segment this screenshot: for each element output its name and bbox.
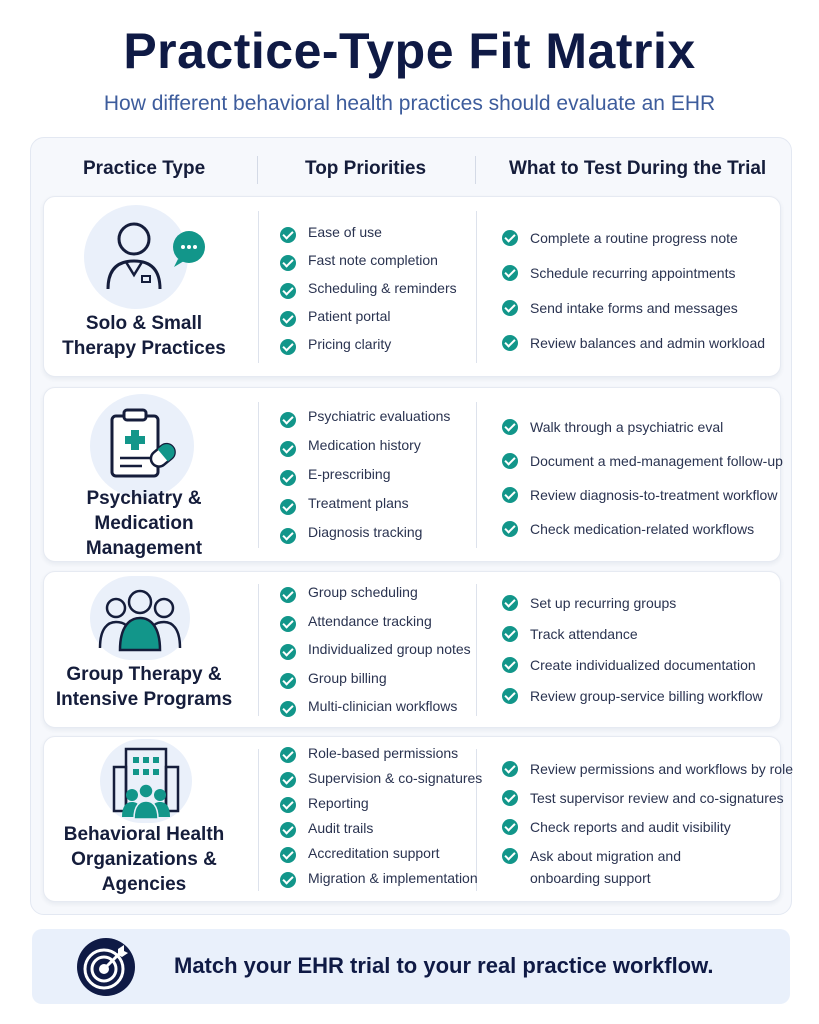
priority-item — [280, 434, 450, 463]
trial-test-text: Complete a routine progress note — [530, 230, 738, 246]
column-divider — [476, 402, 477, 548]
trial-test-text: Document a med-management follow-up — [530, 453, 783, 469]
trial-test-text: Schedule recurring appointments — [530, 265, 736, 281]
check-icon — [280, 499, 296, 515]
practice-type-line: Management — [85, 538, 203, 559]
clipboard-pill-icon — [90, 394, 194, 498]
practice-type-label — [44, 311, 244, 361]
trial-test-item — [502, 845, 793, 889]
trial-test-item — [502, 450, 783, 484]
column-divider — [476, 584, 477, 716]
priority-item — [280, 767, 482, 792]
column-divider — [258, 584, 259, 716]
practice-type-label — [44, 486, 244, 561]
page-subtitle: How different behavioral health practices should evaluate an EHR — [103, 92, 716, 115]
priority-text: Diagnosis tracking — [308, 524, 423, 540]
trial-test-item — [502, 758, 793, 787]
priority-text: Psychiatric evaluations — [308, 408, 451, 424]
check-icon — [280, 227, 296, 243]
priority-text: E-prescribing — [308, 466, 391, 482]
trial-test-text: Review diagnosis-to-treatment workflow — [530, 487, 778, 503]
header-trial: What to Test During the Trial — [509, 158, 767, 179]
priority-text: Multi-clinician workflows — [308, 698, 458, 714]
check-icon — [280, 255, 296, 271]
practice-type-line: Group Therapy & — [66, 664, 222, 685]
check-icon — [502, 761, 518, 777]
priority-text: Migration & implementation — [308, 870, 478, 886]
check-icon — [502, 265, 518, 281]
trial-test-text: Review balances and admin workload — [530, 335, 766, 351]
practice-type-label — [44, 662, 244, 712]
trial-test-text: onboarding support — [530, 870, 651, 886]
priority-text: Medication history — [308, 437, 421, 453]
trial-test-item — [502, 484, 783, 518]
column-divider — [476, 211, 477, 363]
matrix-row-psychiatry — [43, 387, 781, 562]
trial-tests-list — [502, 227, 765, 367]
priority-item — [280, 521, 450, 550]
priority-text: Group billing — [308, 669, 387, 686]
trial-test-text: Walk through a psychiatric eval — [530, 419, 724, 435]
priority-item — [280, 277, 457, 305]
check-icon — [280, 872, 296, 888]
priority-text: Fast note completion — [308, 252, 438, 268]
priority-text: Supervision & co-signatures — [308, 770, 483, 786]
check-icon — [502, 453, 518, 469]
practice-type-line: Therapy Practices — [62, 338, 226, 359]
practice-type-line: Medication — [94, 513, 194, 534]
priority-item — [280, 638, 471, 667]
priority-item — [280, 405, 450, 434]
header-practice-type: Practice Type — [83, 158, 206, 179]
priority-text: Audit trails — [308, 820, 374, 836]
priority-item — [280, 581, 471, 610]
check-icon — [280, 470, 296, 486]
check-icon — [280, 283, 296, 299]
practice-type-label — [44, 822, 244, 897]
check-icon — [502, 626, 518, 642]
building-staff-icon — [100, 739, 192, 823]
priority-item — [280, 221, 457, 249]
header-priorities: Top Priorities — [305, 158, 427, 179]
check-icon — [280, 747, 296, 763]
priority-item — [280, 463, 450, 492]
priority-item — [280, 305, 457, 333]
header-divider — [475, 156, 476, 184]
check-icon — [502, 335, 518, 351]
priority-item — [280, 333, 457, 361]
check-icon — [502, 595, 518, 611]
priorities-list — [280, 581, 471, 724]
check-icon — [502, 790, 518, 806]
priority-item — [280, 667, 471, 696]
check-icon — [502, 848, 518, 864]
matrix-row-organizations — [43, 736, 793, 902]
check-icon — [280, 339, 296, 355]
priority-text: Attendance tracking — [308, 612, 432, 629]
priority-item — [280, 610, 471, 639]
page-title: Practice-Type Fit Matrix — [123, 23, 696, 79]
priority-text: Individualized group notes — [308, 641, 471, 657]
column-divider — [258, 749, 259, 891]
matrix-row-group-therapy — [43, 571, 781, 728]
trial-test-item — [502, 685, 763, 716]
trial-test-text: Check reports and audit visibility — [530, 819, 731, 835]
practice-type-line: Organizations & — [71, 849, 217, 870]
check-icon — [280, 701, 296, 717]
trial-tests-list — [502, 416, 783, 552]
trial-test-item — [502, 787, 793, 816]
trial-test-item — [502, 518, 783, 552]
trial-test-item — [502, 227, 765, 262]
priority-text: Group scheduling — [308, 584, 418, 600]
trial-tests-list — [502, 592, 763, 716]
check-icon — [502, 487, 518, 503]
fit-matrix — [30, 137, 792, 915]
trial-test-item — [502, 332, 765, 367]
priority-item — [280, 492, 450, 521]
trial-test-item — [502, 654, 763, 685]
trial-test-item — [502, 262, 765, 297]
priority-text: Scheduling & reminders — [308, 280, 457, 296]
matrix-row-solo — [43, 196, 781, 377]
priority-text: Patient portal — [308, 308, 391, 324]
check-icon — [280, 797, 296, 813]
priority-text: Role-based permissions — [308, 745, 459, 761]
check-icon — [280, 311, 296, 327]
trial-test-item — [502, 816, 793, 845]
check-icon — [280, 528, 296, 544]
check-icon — [502, 300, 518, 316]
header-divider — [257, 156, 258, 184]
target-icon — [76, 937, 136, 997]
practice-type-line: Psychiatry & — [86, 488, 202, 509]
footer-text: Match your EHR trial to your real practice workflow. — [174, 953, 714, 978]
trial-test-item — [502, 592, 763, 623]
check-icon — [280, 412, 296, 428]
check-icon — [280, 587, 296, 603]
footer-banner — [32, 929, 790, 1004]
trial-tests-list — [502, 758, 793, 889]
priority-item — [280, 792, 482, 817]
trial-test-text: Check medication-related workflows — [530, 521, 755, 537]
priority-item — [280, 249, 457, 277]
trial-test-text: Track attendance — [530, 626, 638, 642]
trial-test-item — [502, 297, 765, 332]
check-icon — [280, 616, 296, 632]
priority-text: Accreditation support — [308, 845, 440, 861]
priorities-list — [280, 742, 482, 892]
priority-text: Reporting — [308, 795, 369, 811]
check-icon — [280, 772, 296, 788]
check-icon — [502, 230, 518, 246]
practice-type-line: Solo & Small — [85, 313, 203, 334]
priorities-list — [280, 405, 450, 550]
check-icon — [280, 673, 296, 689]
check-icon — [280, 847, 296, 863]
priority-item — [280, 842, 482, 867]
trial-test-text: Ask about migration and — [530, 848, 681, 864]
check-icon — [502, 688, 518, 704]
column-divider — [258, 402, 259, 548]
check-icon — [280, 644, 296, 660]
practice-type-line: Behavioral Health — [63, 824, 225, 845]
trial-test-item — [502, 623, 763, 654]
clinician-chat-icon — [84, 205, 188, 309]
column-divider — [258, 211, 259, 363]
check-icon — [502, 819, 518, 835]
priority-item — [280, 817, 482, 842]
trial-test-item — [502, 416, 783, 450]
group-people-icon — [90, 576, 190, 660]
check-icon — [502, 419, 518, 435]
practice-type-line: Intensive Programs — [55, 689, 233, 710]
trial-test-text: Test supervisor review and co-signatures — [530, 790, 784, 806]
priority-text: Pricing clarity — [308, 336, 392, 352]
trial-test-text: Create individualized documentation — [530, 657, 756, 673]
trial-test-text: Review group-service billing workflow — [530, 688, 763, 704]
priorities-list — [280, 221, 457, 361]
trial-test-text: Review permissions and workflows by role — [530, 761, 793, 777]
check-icon — [502, 521, 518, 537]
priority-item — [280, 867, 482, 892]
matrix-header-row — [31, 138, 793, 198]
priority-text: Ease of use — [308, 224, 382, 240]
check-icon — [280, 441, 296, 457]
trial-test-text: Set up recurring groups — [530, 595, 677, 611]
priority-text: Treatment plans — [308, 495, 409, 511]
priority-item — [280, 742, 482, 767]
check-icon — [502, 657, 518, 673]
practice-type-line: Agencies — [101, 874, 187, 895]
priority-item — [280, 695, 471, 724]
trial-test-text: Send intake forms and messages — [530, 300, 738, 316]
check-icon — [280, 822, 296, 838]
